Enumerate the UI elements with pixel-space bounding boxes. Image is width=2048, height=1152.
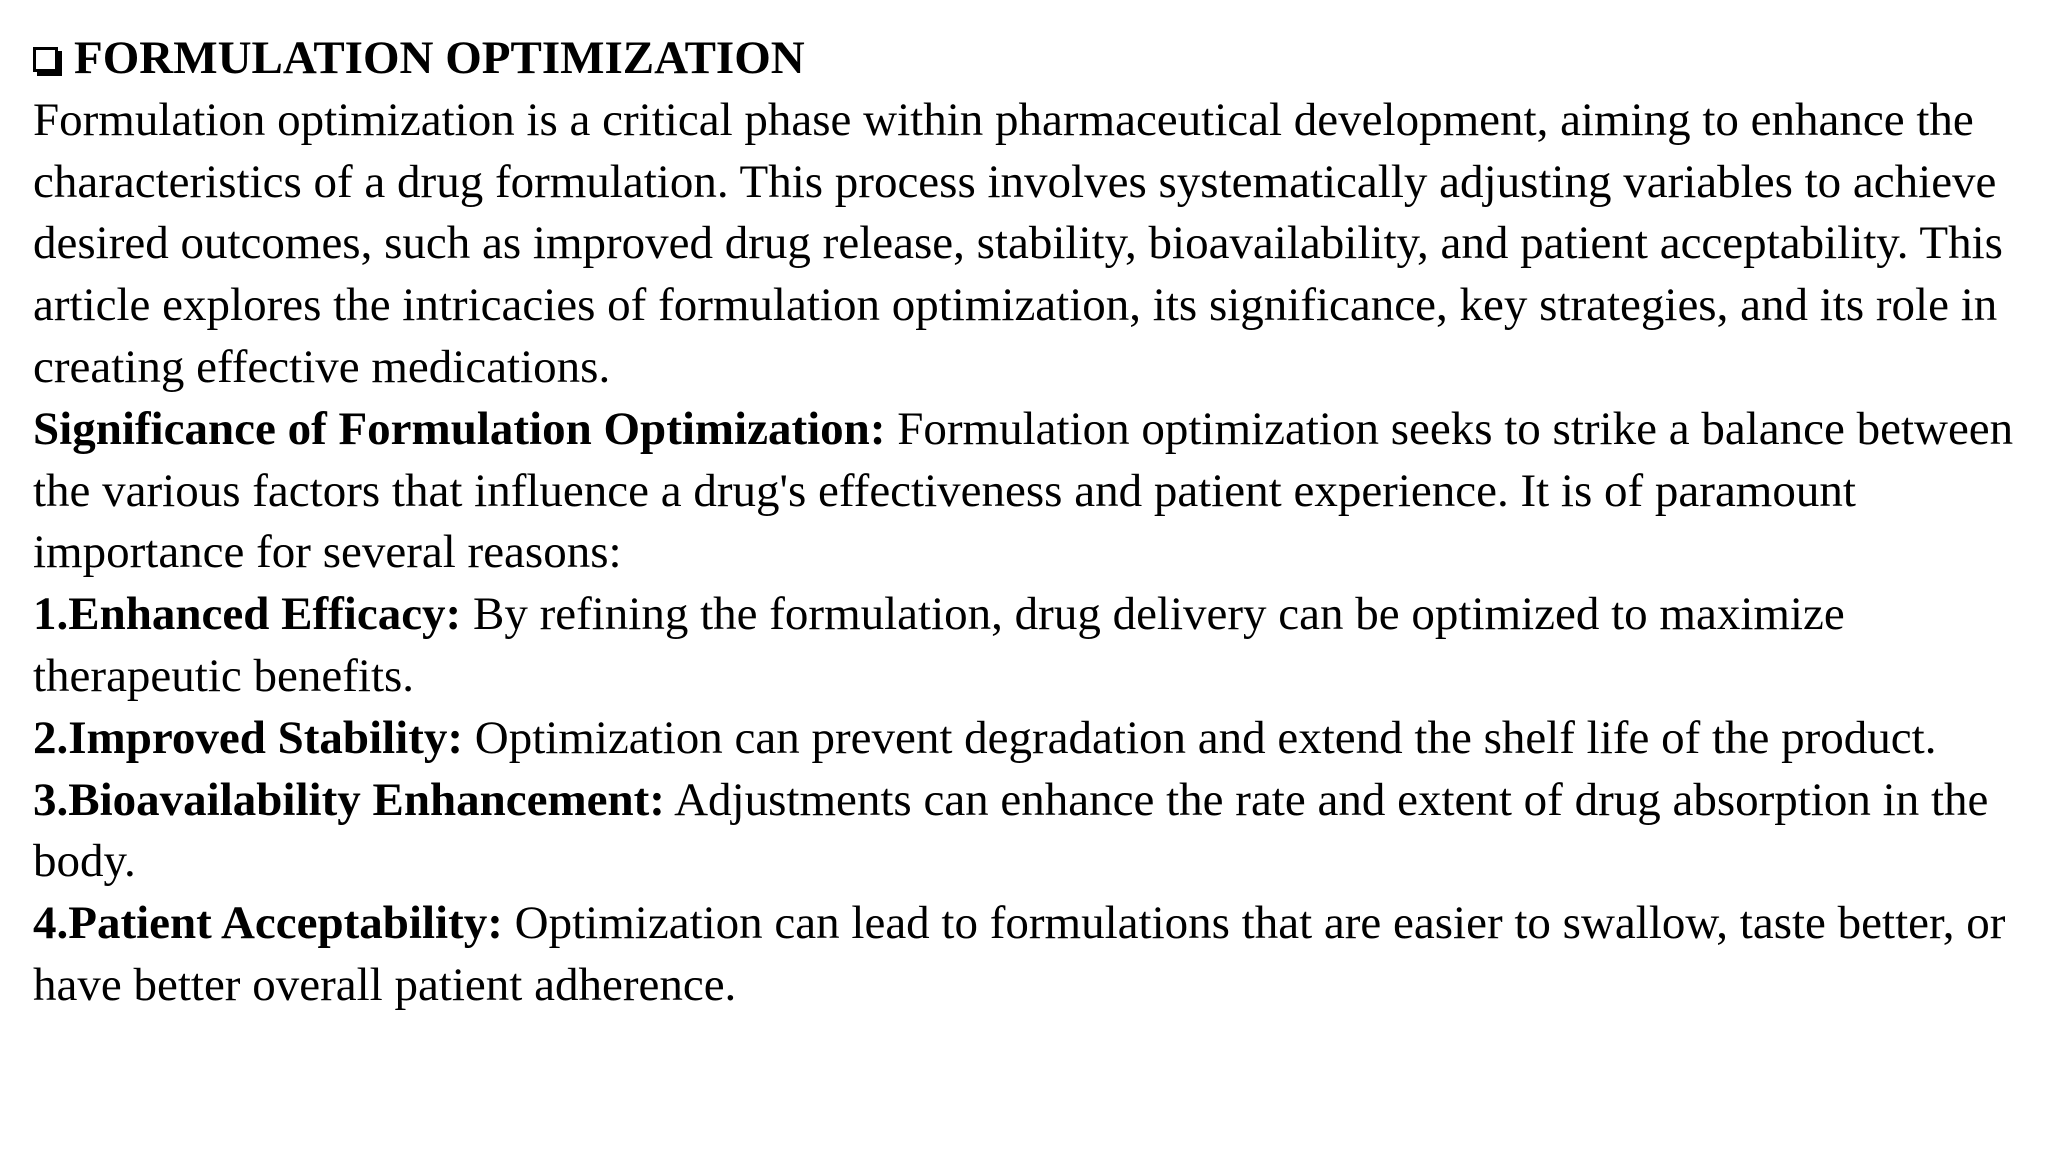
reason-label: 1.Enhanced Efficacy:	[33, 588, 462, 641]
section-heading	[33, 28, 2018, 90]
reason-text: By refining the formulation, drug delivery can be optimized to maximize therapeutic benefits.	[33, 588, 1845, 702]
reason-text: Optimization can lead to formulations that are easier to swallow, taste better, or have better overall patient adherence.	[33, 897, 2006, 1011]
significance-paragraph	[33, 399, 2018, 584]
checkbox-icon	[33, 47, 58, 72]
list-item	[33, 770, 2018, 894]
reason-label: 2.Improved Stability:	[33, 711, 463, 764]
list-item	[33, 584, 2018, 708]
significance-text: Formulation optimization seeks to strike a balance between the various factors that influence a drug's effectiveness and patient experience. It is of paramount importance for several reasons:	[33, 402, 2014, 579]
heading-text: FORMULATION OPTIMIZATION	[74, 32, 805, 84]
reason-label: 3.Bioavailability Enhancement:	[33, 773, 665, 826]
list-item	[33, 708, 2018, 770]
intro-paragraph: Formulation optimization is a critical phase within pharmaceutical development, aiming to enhance the characteristics of a drug formulation. This process involves systematically adjusting variables to achieve desired outcomes, such as improved drug release, stability, bioavailability, and patient acceptability. This article explores the intricacies of formulation optimization, its significance, key strategies, and its role in creating effective medications.	[33, 93, 2003, 393]
list-item	[33, 893, 2018, 1017]
slide-content	[33, 28, 2018, 1017]
significance-label: Significance of Formulation Optimization:	[33, 402, 886, 455]
reason-text: Adjustments can enhance the rate and extent of drug absorption in the body.	[33, 773, 1989, 888]
reason-label: 4.Patient Acceptability:	[33, 897, 503, 950]
reason-text: Optimization can prevent degradation and extend the shelf life of the product.	[463, 711, 1937, 764]
